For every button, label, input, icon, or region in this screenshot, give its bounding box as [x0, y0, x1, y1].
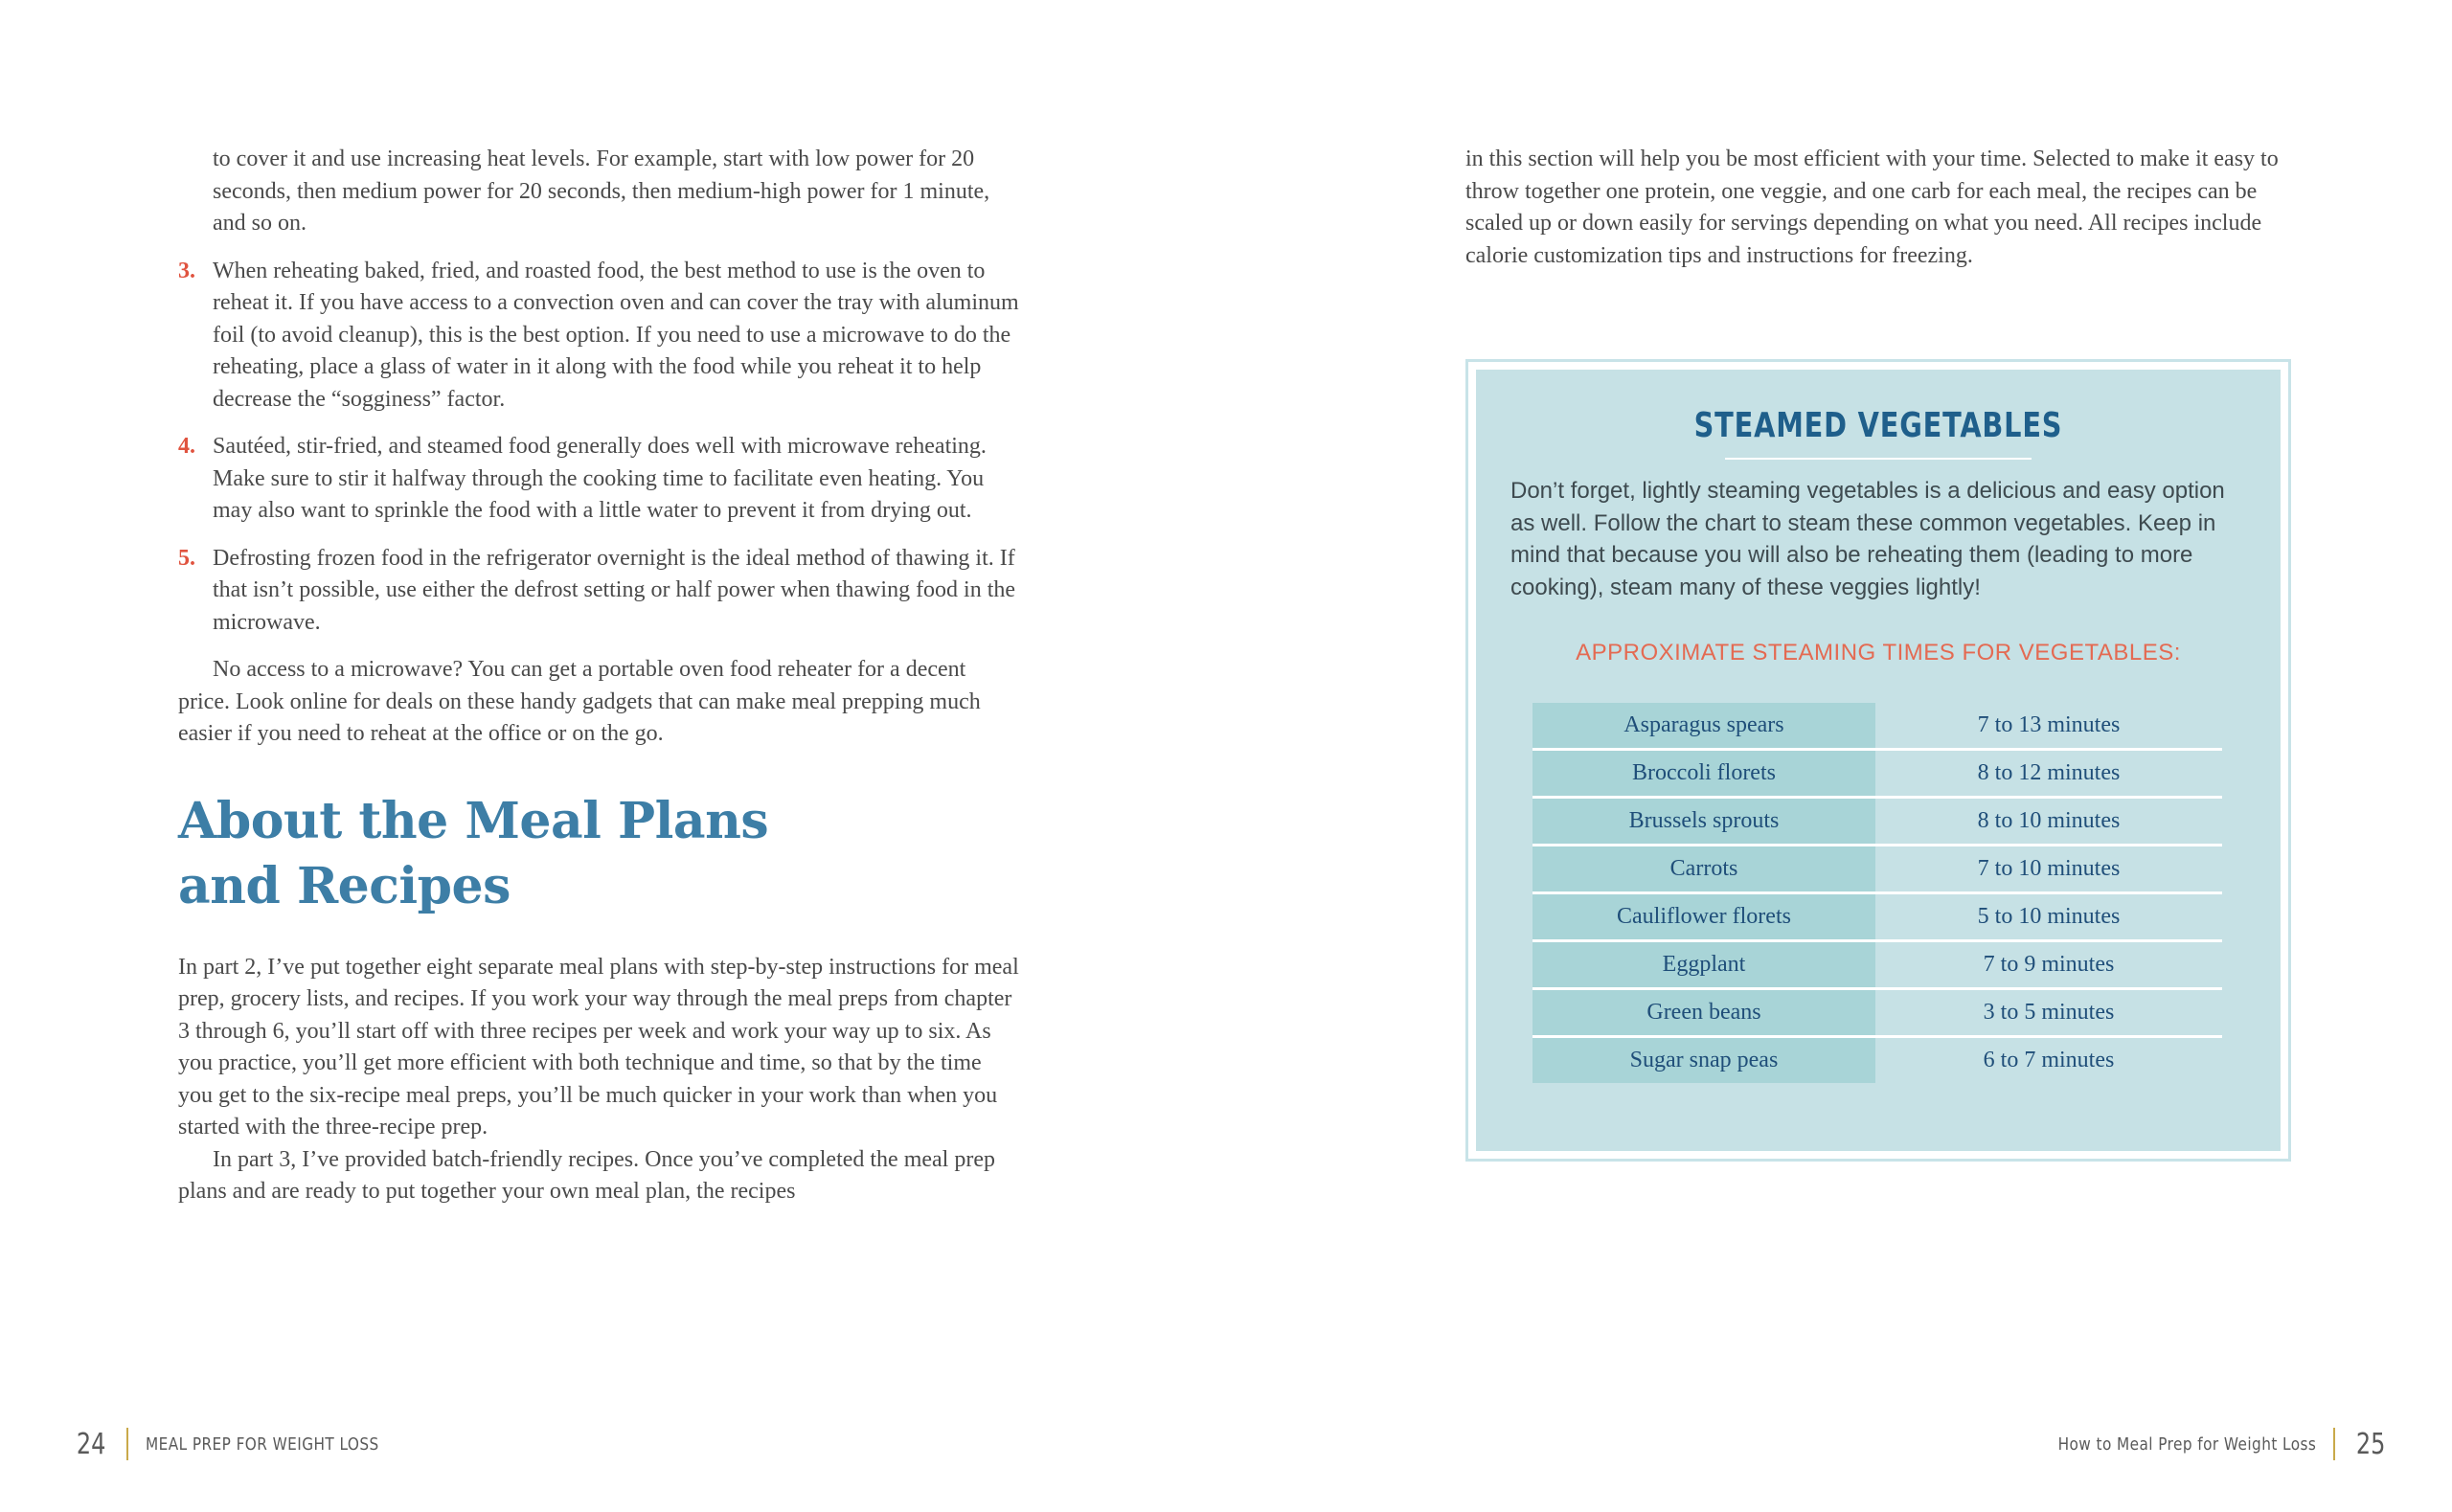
table-row	[1532, 1037, 2222, 1084]
sidebar-background	[1476, 370, 2281, 1151]
list-item	[178, 431, 1021, 528]
steaming-times-subtitle: APPROXIMATE STEAMING TIMES FOR VEGETABLES:	[1576, 640, 2181, 666]
vegetable-cell: Eggplant	[1532, 941, 1875, 989]
vegetable-cell: Sugar snap peas	[1532, 1037, 1875, 1084]
steaming-times-table	[1532, 703, 2222, 1083]
list-text: When reheating baked, fried, and roasted food, the best method to use is the oven to reheat it. If you have access to a convection oven and can cover the tray with aluminum foil (to avoid cleanup), this is the best option. If you need to use a microwave to do the reheating, place a glass of water in it along with the food while you reheat it to help decrease the “sogginess” factor.	[213, 258, 1019, 412]
section-heading	[178, 789, 1021, 919]
vegetable-cell: Carrots	[1532, 846, 1875, 893]
no-microwave-paragraph: No access to a microwave? You can get a portable oven food reheater for a decent price. Look online for deals on these handy gadgets that can make meal prepping much easier if you need to reheat at the office or on the go.	[178, 657, 981, 746]
table-row	[1532, 846, 2222, 893]
table-row	[1532, 989, 2222, 1037]
section-heading-line2: and Recipes	[178, 856, 511, 915]
list-item	[178, 543, 1021, 640]
continued-paragraph: to cover it and use increasing heat levels. For example, start with low power for 20 seconds, then medium power for 20 seconds, then medium-high power for 1 minute, and so on.	[213, 147, 990, 236]
vegetable-cell: Asparagus spears	[1532, 703, 1875, 750]
running-head: MEAL PREP FOR WEIGHT LOSS	[146, 1433, 379, 1455]
part2-paragraph: In part 2, I’ve put together eight separate meal plans with step-by-step instructions for meal prep, grocery lists, and recipes. If you work your way through the meal preps from chapter 3 through 6, you’ll start off with three recipes per week and work your way up to six. As you practice, you’ll get more efficient with both technique and time, so that by the time you get to the six-recipe meal preps, you’ll be much quicker in your work than when you started with the three-recipe prep.	[178, 954, 1019, 1140]
part3-paragraph: In part 3, I’ve provided batch-friendly recipes. Once you’ve completed the meal prep plans and are ready to put together your own meal plan, the recipes	[178, 1146, 995, 1204]
page-number: 24	[76, 1427, 106, 1461]
list-text: Sautéed, stir-fried, and steamed food generally does well with microwave reheating. Make sure to stir it halfway through the cooking time to facilitate even heating. You may also want to sprinkle the food with a little water to prevent it from drying out.	[213, 434, 987, 523]
sidebar-title-underline	[1725, 458, 2032, 460]
sidebar-body-text: Don’t forget, lightly steaming vegetables is a delicious and easy option as well. Follow the chart to steam these common vegetables. Keep in mind that because you will also be reheating them (leading to more cooking), steam many of these veggies lightly!	[1510, 478, 2225, 600]
time-cell: 7 to 9 minutes	[1875, 941, 2222, 989]
left-page-footer	[73, 1427, 420, 1461]
time-cell: 3 to 5 minutes	[1875, 989, 2222, 1037]
running-head: How to Meal Prep for Weight Loss	[2057, 1433, 2316, 1455]
time-cell: 7 to 13 minutes	[1875, 703, 2222, 750]
page-number: 25	[2355, 1427, 2386, 1461]
footer-divider	[126, 1428, 128, 1460]
vegetable-cell: Cauliflower florets	[1532, 893, 1875, 941]
list-number: 5.	[178, 545, 195, 571]
right-page-footer	[2012, 1427, 2389, 1461]
list-number: 3.	[178, 258, 195, 283]
time-cell: 8 to 10 minutes	[1875, 798, 2222, 846]
list-number: 4.	[178, 434, 195, 459]
section-heading-line1: About the Meal Plans	[178, 791, 769, 850]
table-row	[1532, 941, 2222, 989]
continued-paragraph: in this section will help you be most efficient with your time. Selected to make it easy to throw together one protein, one veggie, and one carb for each meal, the recipes can be scaled up or down easily for servings depending on what you need. All recipes include calorie customization tips and instructions for freezing.	[1465, 147, 2279, 268]
time-cell: 6 to 7 minutes	[1983, 1048, 2115, 1072]
vegetable-cell: Broccoli florets	[1532, 750, 1875, 798]
table-row	[1532, 798, 2222, 846]
table-row	[1532, 703, 2222, 750]
vegetable-cell: Green beans	[1532, 989, 1875, 1037]
vegetable-cell: Brussels sprouts	[1532, 798, 1875, 846]
list-text: Defrosting frozen food in the refrigerator overnight is the ideal method of thawing it. If that isn’t possible, use either the defrost setting or half power when thawing food in the microwave.	[213, 545, 1016, 635]
table-row	[1532, 750, 2222, 798]
sidebar-title: STEAMED VEGETABLES	[1693, 406, 2063, 445]
steamed-vegetables-sidebar	[1465, 359, 2291, 1162]
left-page-column	[178, 144, 1021, 1208]
footer-divider	[2333, 1428, 2335, 1460]
table-row	[1532, 893, 2222, 941]
list-item	[178, 256, 1021, 417]
time-cell: 5 to 10 minutes	[1875, 893, 2222, 941]
time-cell: 7 to 10 minutes	[1875, 846, 2222, 893]
time-cell: 8 to 12 minutes	[1875, 750, 2222, 798]
right-page-column	[1465, 144, 2289, 272]
